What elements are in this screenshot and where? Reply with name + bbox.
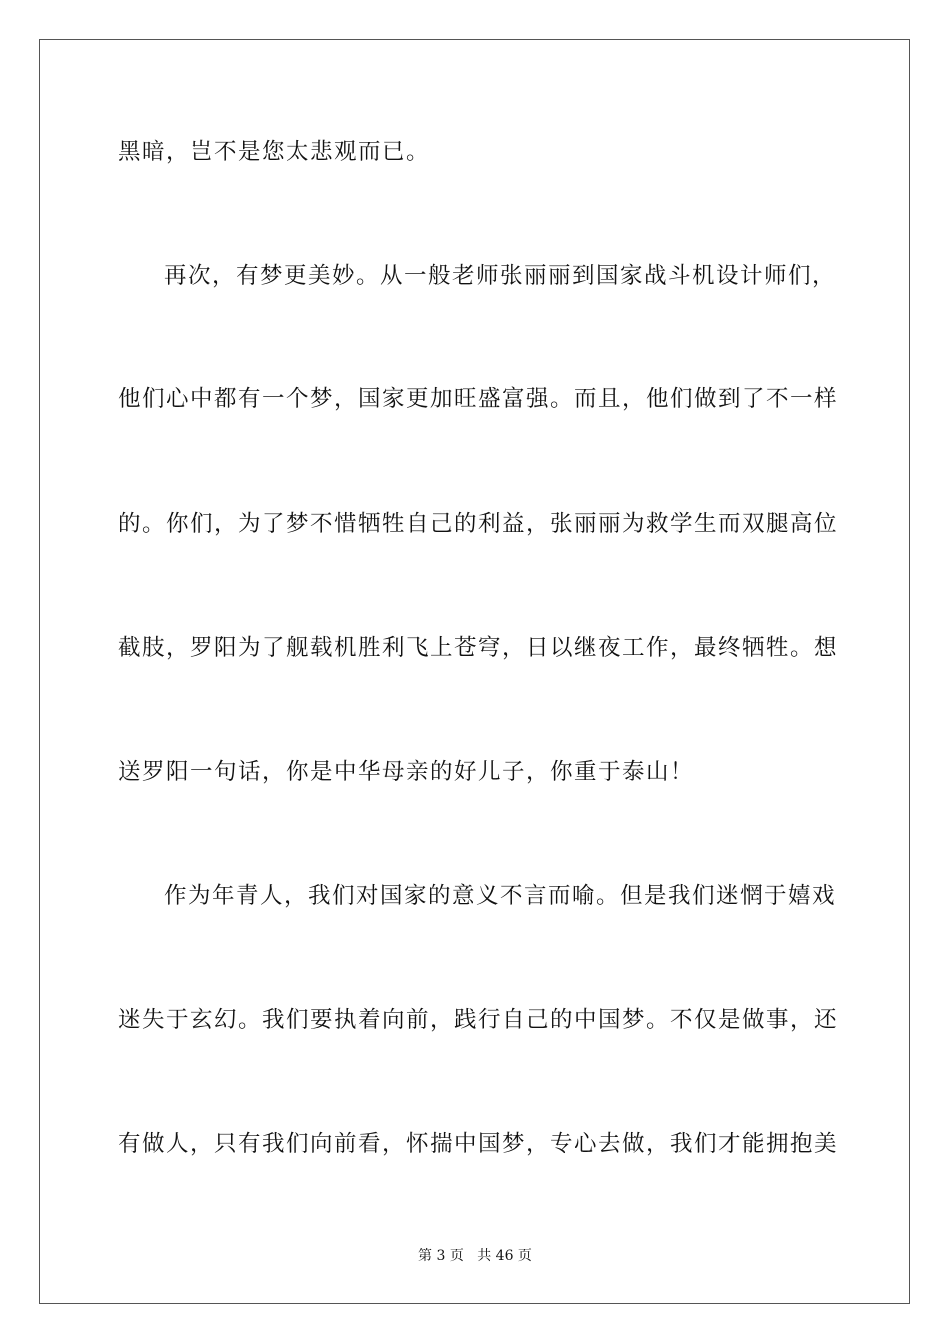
text-line-1: 黑暗，岂不是您太悲观而已。 [118, 139, 431, 165]
text-line-7: 作为年青人，我们对国家的意义不言而喻。但是我们迷惘于嬉戏 [164, 883, 837, 909]
page-footer [0, 1247, 950, 1265]
text-line-2: 再次，有梦更美妙。从一般老师张丽丽到国家战斗机设计师们， [164, 263, 837, 289]
total-pages: 共 46 页 [477, 1248, 532, 1264]
page-number: 第 3 页 [418, 1248, 464, 1264]
text-line-4: 的。你们，为了梦不惜牺牲自己的利益，张丽丽为救学生而双腿高位 [118, 511, 839, 537]
text-line-5: 截肢，罗阳为了舰载机胜利飞上苍穹，日以继夜工作，最终牺牲。想 [118, 635, 839, 661]
text-line-8: 迷失于玄幻。我们要执着向前，践行自己的中国梦。不仅是做事，还 [118, 1007, 839, 1033]
text-line-9: 有做人，只有我们向前看，怀揣中国梦，专心去做，我们才能拥抱美 [118, 1131, 839, 1157]
text-line-6: 送罗阳一句话，你是中华母亲的好儿子，你重于泰山！ [118, 759, 695, 785]
page-border [39, 39, 910, 1304]
text-line-3: 他们心中都有一个梦，国家更加旺盛富强。而且，他们做到了不一样 [118, 386, 839, 412]
